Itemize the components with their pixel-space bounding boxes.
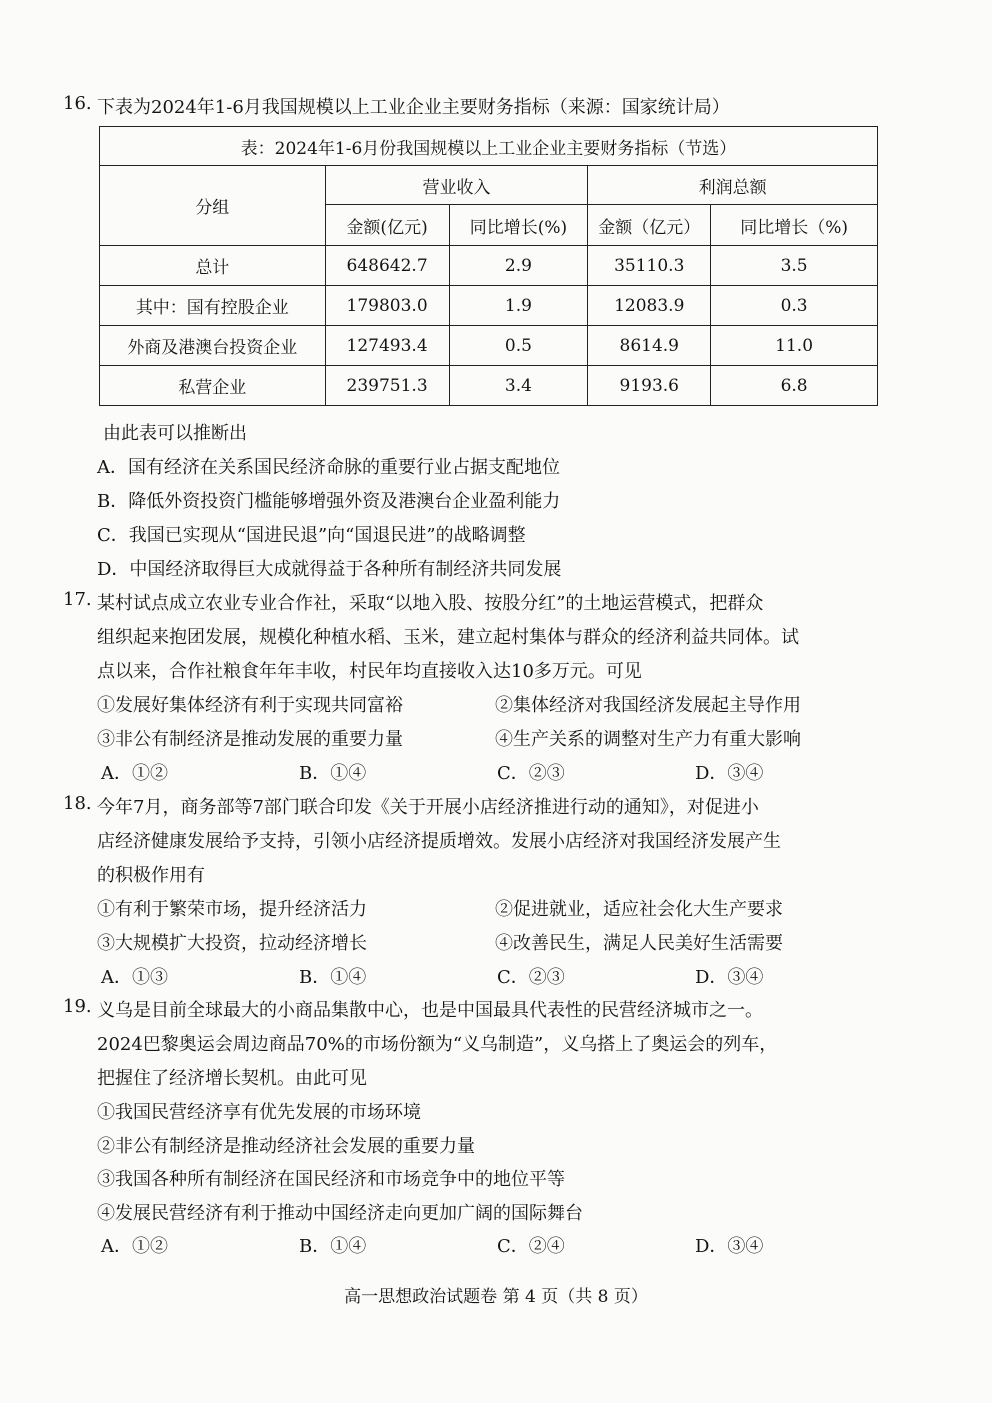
revenue-growth-cell: 1.9 bbox=[449, 286, 588, 326]
question-18-statement-1: ①有利于繁荣市场，提升经济活力 bbox=[97, 899, 367, 920]
question-19-statement-4: ④发展民营经济有利于推动中国经济走向更加广阔的国际舞台 bbox=[97, 1203, 583, 1224]
table-row bbox=[100, 286, 878, 326]
profit-header: 利润总额 bbox=[588, 166, 878, 205]
table-row bbox=[100, 246, 878, 286]
question-18-stem-line: 店经济健康发展给予支持，引领小店经济提质增效。发展小店经济对我国经济发展产生 bbox=[97, 831, 781, 852]
profit-amount-cell: 35110.3 bbox=[588, 246, 711, 286]
question-17-stem-line: 点以来，合作社粮食年年丰收，村民年均直接收入达10多万元。可见 bbox=[97, 661, 642, 682]
profit-growth-cell: 6.8 bbox=[711, 366, 878, 406]
question-18-statement-4: ④改善民生，满足人民美好生活需要 bbox=[495, 933, 783, 954]
profit-growth-cell: 3.5 bbox=[711, 246, 878, 286]
profit-amount-cell: 12083.9 bbox=[588, 286, 711, 326]
revenue-header: 营业收入 bbox=[325, 166, 588, 205]
question-19-stem-line: 把握住了经济增长契机。由此可见 bbox=[97, 1068, 367, 1089]
question-16-option-d: D．中国经济取得巨大成就得益于各种所有制经济共同发展 bbox=[97, 559, 562, 580]
question-16-stem: 下表为2024年1-6月我国规模以上工业企业主要财务指标（来源：国家统计局） bbox=[97, 97, 730, 118]
table-row bbox=[100, 326, 878, 366]
question-17-choice-d: D．③④ bbox=[695, 763, 764, 784]
question-18-number: 18. bbox=[63, 793, 92, 814]
revenue-growth-cell: 3.4 bbox=[449, 366, 588, 406]
question-16-option-a: A．国有经济在关系国民经济命脉的重要行业占据支配地位 bbox=[97, 457, 560, 478]
question-19-statement-1: ①我国民营经济享有优先发展的市场环境 bbox=[97, 1102, 421, 1123]
question-18-statement-2: ②促进就业，适应社会化大生产要求 bbox=[495, 899, 783, 920]
question-16-option-b: B．降低外资投资门槛能够增强外资及港澳台企业盈利能力 bbox=[97, 491, 561, 512]
question-19-stem-line: 2024巴黎奥运会周边商品70%的市场份额为“义乌制造”，义乌搭上了奥运会的列车， bbox=[97, 1034, 778, 1055]
question-19-statement-2: ②非公有制经济是推动经济社会发展的重要力量 bbox=[97, 1136, 475, 1157]
group-header: 分组 bbox=[100, 166, 326, 246]
question-19-choice-a: A．①② bbox=[101, 1236, 168, 1257]
group-cell: 其中：国有控股企业 bbox=[100, 286, 326, 326]
question-18-choice-b: B．①④ bbox=[299, 967, 367, 988]
question-18-choice-c: C．②③ bbox=[497, 967, 565, 988]
question-17-statement-3: ③非公有制经济是推动发展的重要力量 bbox=[97, 729, 403, 750]
financial-indicators-table bbox=[99, 126, 878, 406]
question-18-choice-d: D．③④ bbox=[695, 967, 764, 988]
profit-amount-cell: 8614.9 bbox=[588, 326, 711, 366]
group-cell: 私营企业 bbox=[100, 366, 326, 406]
question-16-option-c: C．我国已实现从“国进民退”向“国退民进”的战略调整 bbox=[97, 525, 526, 546]
question-17-choice-c: C．②③ bbox=[497, 763, 565, 784]
page-footer: 高一思想政治试题卷 第 4 页（共 8 页） bbox=[344, 1287, 648, 1307]
question-17-number: 17. bbox=[63, 589, 92, 610]
sub-header: 同比增长（%) bbox=[711, 205, 878, 246]
question-17-stem-line: 组织起来抱团发展，规模化种植水稻、玉米，建立起村集体与群众的经济利益共同体。试 bbox=[97, 627, 799, 648]
question-18-statement-3: ③大规模扩大投资，拉动经济增长 bbox=[97, 933, 367, 954]
question-17-stem-line: 某村试点成立农业专业合作社，采取“以地入股、按股分红”的土地运营模式，把群众 bbox=[97, 593, 764, 614]
revenue-growth-cell: 0.5 bbox=[449, 326, 588, 366]
question-18-choice-a: A．①③ bbox=[101, 967, 168, 988]
revenue-amount-cell: 648642.7 bbox=[325, 246, 449, 286]
question-19-number: 19. bbox=[63, 996, 92, 1017]
revenue-amount-cell: 179803.0 bbox=[325, 286, 449, 326]
revenue-amount-cell: 239751.3 bbox=[325, 366, 449, 406]
profit-growth-cell: 0.3 bbox=[711, 286, 878, 326]
question-17-statement-2: ②集体经济对我国经济发展起主导作用 bbox=[495, 695, 801, 716]
question-19-choice-c: C．②④ bbox=[497, 1236, 565, 1257]
table-caption: 表：2024年1-6月份我国规模以上工业企业主要财务指标（节选） bbox=[100, 127, 878, 166]
sub-header: 同比增长(%) bbox=[449, 205, 588, 246]
profit-growth-cell: 11.0 bbox=[711, 326, 878, 366]
group-cell: 总计 bbox=[100, 246, 326, 286]
sub-header: 金额（亿元） bbox=[588, 205, 711, 246]
question-18-stem-line: 的积极作用有 bbox=[97, 865, 205, 886]
question-17-statement-1: ①发展好集体经济有利于实现共同富裕 bbox=[97, 695, 403, 716]
question-19-stem-line: 义乌是目前全球最大的小商品集散中心，也是中国最具代表性的民营经济城市之一。 bbox=[97, 1000, 763, 1021]
revenue-amount-cell: 127493.4 bbox=[325, 326, 449, 366]
question-18-stem-line: 今年7月，商务部等7部门联合印发《关于开展小店经济推进行动的通知》，对促进小 bbox=[97, 797, 759, 818]
question-19-statement-3: ③我国各种所有制经济在国民经济和市场竞争中的地位平等 bbox=[97, 1169, 565, 1190]
question-17-statement-4: ④生产关系的调整对生产力有重大影响 bbox=[495, 729, 801, 750]
sub-header: 金额(亿元) bbox=[325, 205, 449, 246]
profit-amount-cell: 9193.6 bbox=[588, 366, 711, 406]
question-19-choice-d: D．③④ bbox=[695, 1236, 764, 1257]
question-16-lead: 由此表可以推断出 bbox=[103, 423, 247, 444]
table-row bbox=[100, 366, 878, 406]
question-17-choice-a: A．①② bbox=[101, 763, 168, 784]
question-16-number: 16. bbox=[63, 93, 92, 114]
question-19-choice-b: B．①④ bbox=[299, 1236, 367, 1257]
revenue-growth-cell: 2.9 bbox=[449, 246, 588, 286]
question-17-choice-b: B．①④ bbox=[299, 763, 367, 784]
group-cell: 外商及港澳台投资企业 bbox=[100, 326, 326, 366]
